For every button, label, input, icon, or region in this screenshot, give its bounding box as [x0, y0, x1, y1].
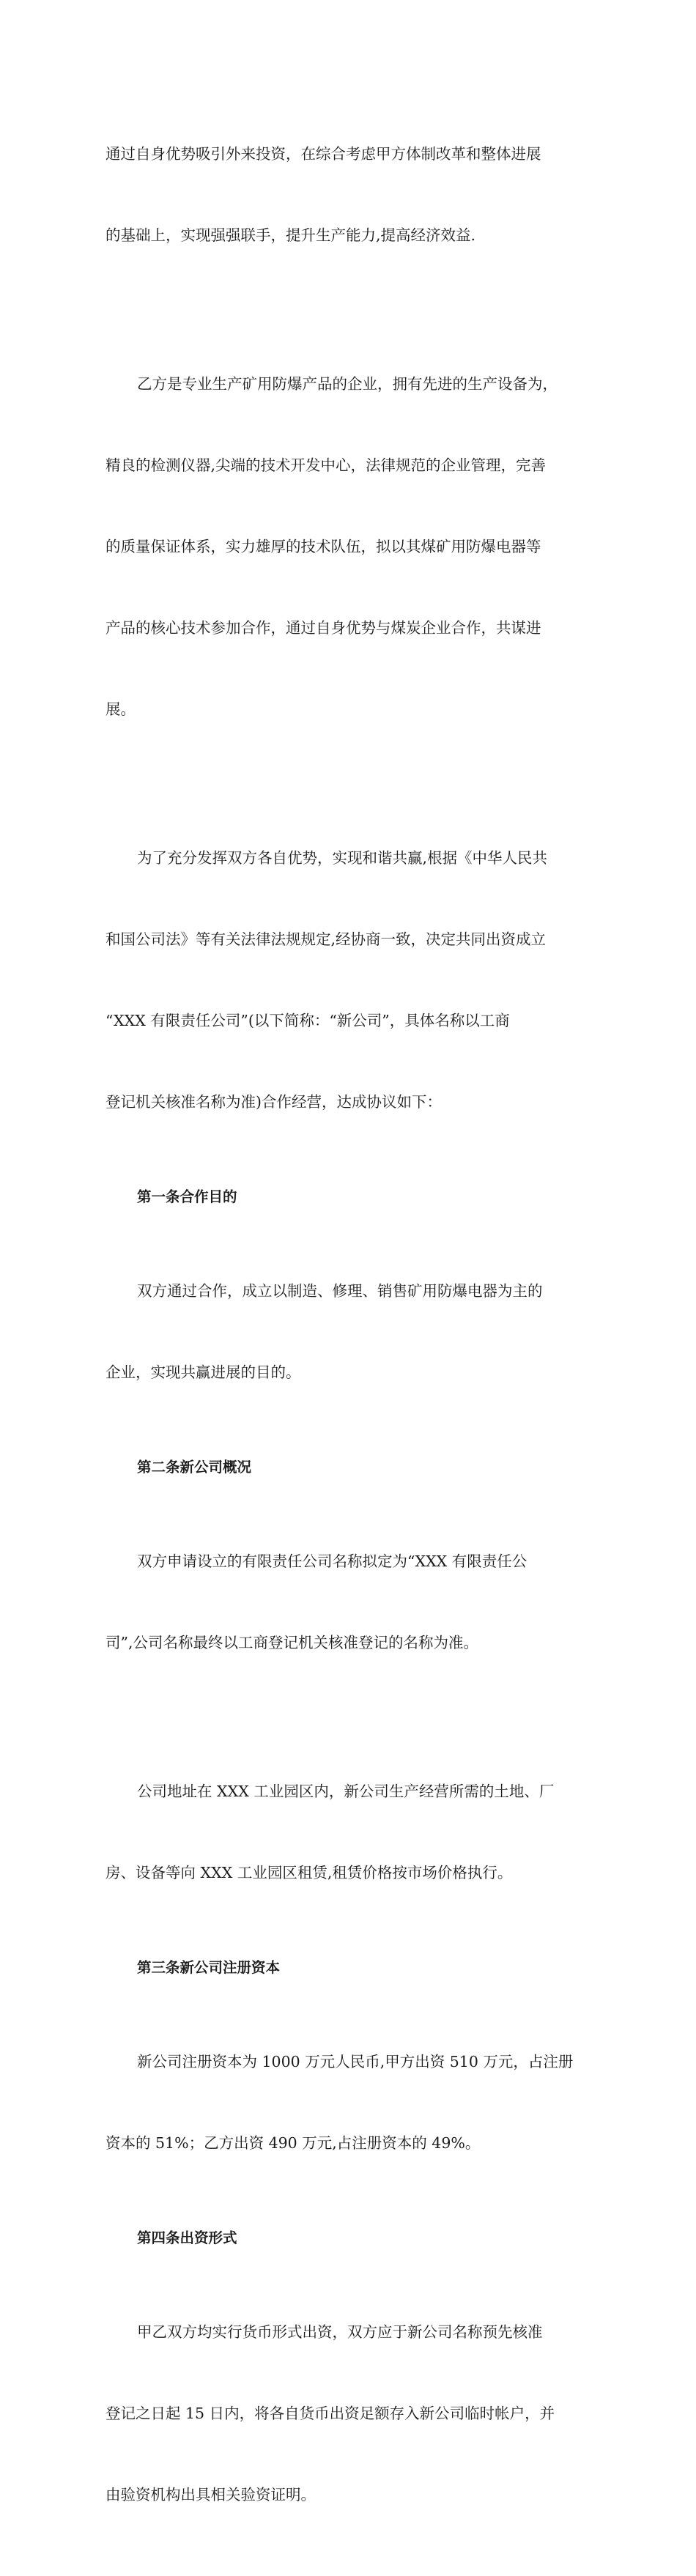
text-line: 乙方是专业生产矿用防爆产品的企业，拥有先进的生产设备为，	[137, 375, 558, 393]
text-line: 双方申请设立的有限责任公司名称拟定为“XXX 有限责任公	[137, 1552, 527, 1570]
text-line: 通过自身优势吸引外来投资，在综合考虑甲方体制改革和整体进展	[105, 145, 541, 163]
text-line: 公司地址在 XXX 工业园区内，新公司生产经营所需的土地、厂	[137, 1783, 555, 1800]
text-line: 房、设备等向 XXX 工业园区租赁,租赁价格按市场价格执行。	[105, 1864, 513, 1881]
text-line: 展。	[105, 700, 136, 718]
text-line: 登记之日起 15 日内，将各自货币出资足额存入新公司临时帐户，并	[105, 2405, 555, 2422]
paragraph-party-b	[105, 317, 595, 777]
text-line: 登记机关核准名称为准)合作经营，达成协议如下：	[105, 1093, 442, 1111]
text-line: 资本的 51%；乙方出资 490 万元,占注册资本的 49%。	[105, 2134, 481, 2152]
text-line: 司”,公司名称最终以工商登记机关核准登记的名称为准。	[105, 1634, 478, 1651]
text-line: 企业，实现共赢进展的目的。	[105, 1363, 301, 1381]
text-line: 的基础上，实现强强联手，提升生产能力,提高经济效益.	[105, 226, 476, 244]
paragraph-intro-continuation	[105, 86, 595, 303]
text-line: 和国公司法》等有关法律法规规定,经协商一致，决定共同出资成立	[105, 930, 547, 948]
paragraph-agreement-basis	[105, 791, 595, 1170]
text-line: “XXX 有限责任公司”(以下简称：“新公司”，具体名称以工商	[105, 1012, 510, 1029]
text-line: 产品的核心技术参加合作，通过自身优势与煤炭企业合作，共谋进	[105, 619, 541, 637]
text-line: 新公司注册资本为 1000 万元人民币,甲方出资 510 万元，占注册	[137, 2053, 574, 2070]
article-4-heading: 第四条出资形式	[137, 2229, 237, 2246]
text-line: 精良的检测仪器,尖端的技术开发中心，法律规范的企业管理，完善	[105, 456, 547, 474]
paragraph-article-3	[105, 1994, 595, 2211]
text-line: 甲乙双方均实行货币形式出资，双方应于新公司名称预先核准	[137, 2323, 543, 2341]
document-page	[105, 86, 595, 2576]
paragraph-article-1	[105, 1224, 595, 1440]
article-2-heading: 第二条新公司概况	[137, 1459, 252, 1476]
text-line: 的质量保证体系，实力雄厚的技术队伍，拟以其煤矿用防爆电器等	[105, 538, 541, 555]
article-1-heading: 第一条合作目的	[137, 1188, 237, 1205]
text-line: 由验资机构出具相关验资证明。	[105, 2486, 316, 2503]
text-line: 双方通过合作，成立以制造、修理、销售矿用防爆电器为主的	[137, 1282, 543, 1300]
text-line: 为了充分发挥双方各自优势，实现和谐共赢,根据《中华人民共	[137, 849, 548, 867]
article-3-heading: 第三条新公司注册资本	[137, 1959, 281, 1976]
paragraph-article-2-name	[105, 1494, 595, 1711]
paragraph-article-4	[105, 2265, 595, 2563]
paragraph-article-2-address	[105, 1724, 595, 1941]
